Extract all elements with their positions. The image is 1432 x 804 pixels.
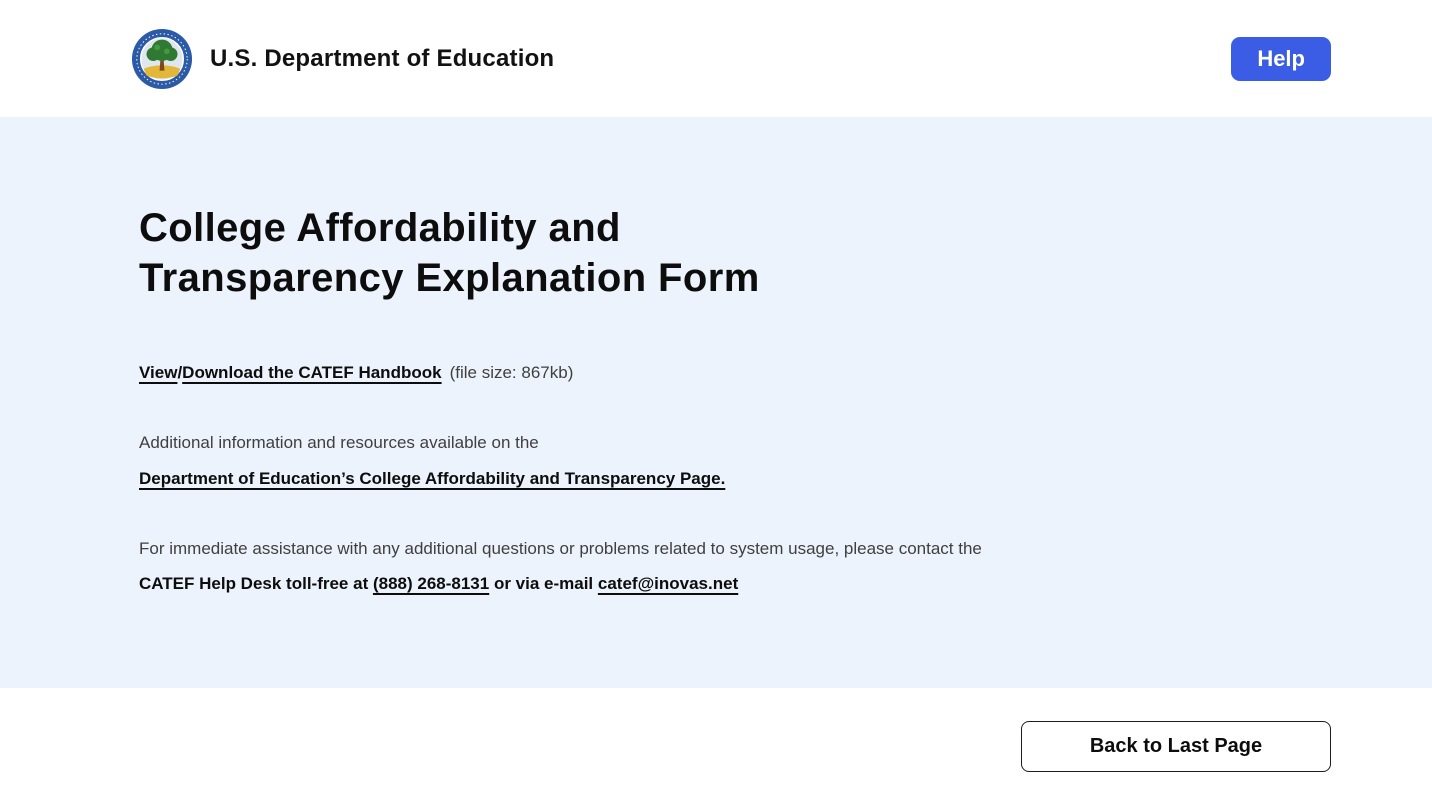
file-size-note: (file size: 867kb) xyxy=(449,363,574,382)
back-button[interactable]: Back to Last Page xyxy=(1021,721,1331,772)
additional-info-intro: Additional information and resources available on the xyxy=(139,433,539,452)
assistance-line1: For immediate assistance with any additional questions or problems related to system usage, please contact the xyxy=(139,539,982,558)
brand xyxy=(131,28,554,90)
help-button[interactable]: Help xyxy=(1231,37,1331,81)
page-title-line1: College Affordability and xyxy=(139,206,621,250)
main-section xyxy=(0,117,1432,688)
page-title xyxy=(139,203,1331,303)
phone-link[interactable]: (888) 268-8131 xyxy=(372,574,490,593)
footer xyxy=(0,688,1432,804)
transparency-page-link[interactable]: Department of Education’s College Affordability and Transparency Page. xyxy=(139,469,726,488)
page-title-line2: Transparency Explanation Form xyxy=(139,256,760,300)
assistance-line2 xyxy=(139,574,1331,594)
header xyxy=(0,0,1432,117)
assistance-middle: or via e-mail xyxy=(489,574,598,593)
email-link[interactable]: catef@inovas.net xyxy=(597,574,739,593)
assistance-prefix: CATEF Help Desk toll-free at xyxy=(139,574,373,593)
department-of-education-seal-icon xyxy=(131,28,193,90)
view-handbook-link[interactable]: View xyxy=(139,363,178,382)
org-name: U.S. Department of Education xyxy=(210,44,555,72)
handbook-line xyxy=(139,363,1331,383)
handbook-separator: / xyxy=(177,363,183,382)
download-handbook-link[interactable]: Download the CATEF Handbook xyxy=(182,363,442,382)
additional-info-link-line xyxy=(139,469,1331,489)
